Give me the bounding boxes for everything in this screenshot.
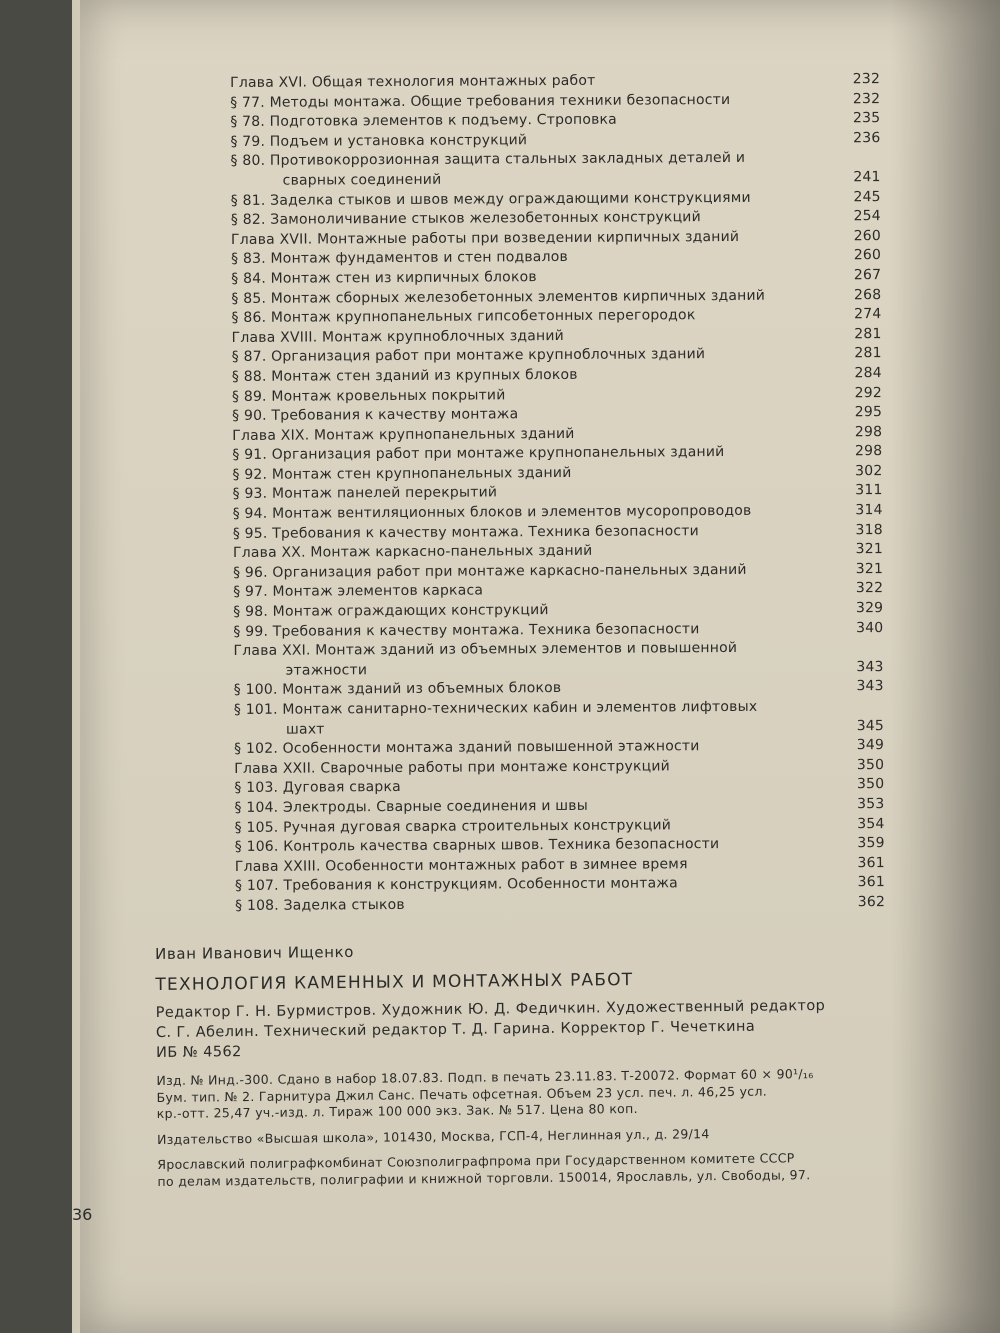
toc-entry-page: 361 (857, 874, 885, 891)
author-name: Иван Иванович Ищенко (155, 942, 355, 963)
page-shadow (890, 0, 1000, 1333)
toc-entry-title: Глава XXII. Сварочные работы при монтаже конструкций (234, 758, 670, 777)
toc-entry-title: Глава XX. Монтаж каркасно-панельных зданий (232, 543, 593, 562)
toc-entry-page: 345 (856, 717, 885, 734)
toc-entry-page: 318 (855, 521, 883, 538)
imprint-block (155, 937, 878, 1190)
toc-entry-title: § 104. Электроды. Сварные соединения и швы (234, 797, 589, 816)
toc-entry-page: 254 (853, 208, 881, 225)
toc-entry-title: § 99. Требования к качеству монтажа. Техника безопасности (233, 620, 700, 640)
toc-entry-title: § 82. Замоноличивание стыков железобетонных конструкций (230, 209, 701, 229)
toc-entry-title: § 108. Заделка стыков (235, 896, 405, 914)
toc-entry-page: 241 (853, 168, 881, 186)
toc-entry-page: 260 (853, 247, 882, 264)
toc-entry-title: Глава XXIII. Особенности монтажных работ в зимнее время (234, 855, 688, 875)
print-line: кр.-отт. 25,47 уч.-изд. л. Тираж 100 000 экз. Зак. № 517. Цена 80 коп. (156, 1100, 638, 1121)
toc-entry-page: 321 (855, 560, 884, 578)
toc-entry-page: 329 (855, 600, 884, 617)
toc-entry-title: § 83. Монтаж фундаментов и стен подвалов (231, 249, 568, 268)
book-title: ТЕХНОЛОГИЯ КАМЕННЫХ И МОНТАЖНЫХ РАБОТ (155, 969, 634, 995)
toc-entry-page: 321 (855, 541, 883, 558)
credits-line: Редактор Г. Н. Бурмистров. Художник Ю. Д. Федичкин. Художественный редактор (155, 997, 826, 1021)
toc-entry-title: § 96. Организация работ при монтаже каркасно-панельных зданий (232, 561, 747, 581)
toc-entry-page: 298 (854, 423, 883, 440)
toc-entry-page: 260 (853, 227, 882, 244)
toc-entry-page: 343 (856, 658, 884, 675)
toc-entry-page: 292 (854, 384, 883, 401)
toc-entry-title: § 107. Требования к конструкциям. Особенности монтажа (234, 875, 678, 895)
toc-entry-page: 236 (853, 129, 881, 146)
toc-entry-title: § 81. Заделка стыков и швов между ограждающими конструкциями (230, 189, 751, 209)
toc-entry-title: § 89. Монтаж кровельных покрытий (231, 386, 506, 405)
toc-entry-page: 245 (853, 188, 881, 205)
toc-entry-title: § 79. Подъем и установка конструкций (230, 131, 528, 150)
toc-entry-page: 343 (856, 678, 884, 695)
toc-entry-page: 235 (852, 110, 881, 127)
table-of-contents (230, 70, 885, 916)
toc-entry-page: 267 (853, 266, 882, 284)
toc-entry-title-continuation: этажности (285, 661, 368, 679)
credits-line: С. Г. Абелин. Технический редактор Т. Д. Гарина. Корректор Г. Чечеткина (155, 1018, 756, 1041)
print-line: Изд. № Инд.-300. Сдано в набор 18.07.83. Подп. в печать 23.11.83. Т-20072. Формат 60 × 90¹/₁₆ (156, 1066, 814, 1088)
print-details (156, 1065, 876, 1122)
toc-entry-page: 314 (855, 502, 883, 519)
toc-entry-title: § 98. Монтаж ограждающих конструкций (233, 602, 549, 621)
toc-entry-page: 311 (855, 482, 883, 499)
toc-entry-title: § 105. Ручная дуговая сварка строительных конструкций (234, 816, 672, 836)
toc-entry-title: § 91. Организация работ при монтаже крупнопанельных зданий (232, 444, 725, 464)
toc-entry-page: 232 (852, 71, 881, 88)
toc-entry-title: § 102. Особенности монтажа зданий повышенной этажности (234, 738, 700, 758)
toc-entry-title: § 97. Монтаж элементов каркаса (233, 582, 484, 601)
toc-entry-title: § 88. Монтаж стен зданий из крупных блоков (231, 366, 578, 385)
printer-line: по делам издательств, полиграфии и книжной торговли. 150014, Ярославль, ул. Свободы, 97. (157, 1166, 811, 1189)
toc-entry-title: § 77. Методы монтажа. Общие требования техники безопасности (230, 91, 731, 111)
toc-entry-title: Глава XVIII. Монтаж крупноблочных зданий (231, 327, 564, 346)
toc-entry-page: 322 (855, 580, 884, 597)
toc-entry-title: § 92. Монтаж стен крупнопанельных зданий (232, 464, 572, 483)
toc-entry-page: 274 (854, 306, 882, 323)
toc-entry-title: § 84. Монтаж стен из кирпичных блоков (231, 269, 537, 287)
toc-entry-page: 340 (856, 619, 884, 636)
toc-entry-title: Глава XIX. Монтаж крупнопанельных зданий (232, 425, 575, 444)
toc-entry-title: § 78. Подготовка элементов к подъему. Строповка (230, 111, 617, 131)
toc-entry-title: § 80. Противокоррозионная защита стальных закладных деталей и (230, 150, 746, 170)
toc-entry-title: § 94. Монтаж вентиляционных блоков и элементов мусоропроводов (232, 502, 752, 523)
corner-page-number: 36 (72, 1205, 93, 1224)
toc-entry-title: Глава XVII. Монтажные работы при возведении кирпичных зданий (230, 228, 740, 248)
toc-entry-page: 295 (854, 404, 883, 421)
toc-entry-page: 302 (855, 462, 883, 480)
toc-entry-title: § 86. Монтаж крупнопанельных гипсобетонных перегородок (231, 307, 696, 327)
toc-entry-page: 298 (854, 443, 883, 460)
toc-entry-page: 361 (857, 854, 885, 871)
toc-entry-page: 284 (854, 364, 882, 382)
toc-entry-page: 353 (857, 795, 885, 813)
ib-number: ИБ № 4562 (156, 1044, 242, 1061)
toc-entry-page: 350 (856, 776, 885, 793)
toc-entry-title: § 101. Монтаж санитарно-технических кабин и элементов лифтовых (233, 698, 758, 718)
print-line: Бум. тип. № 2. Гарнитура Джил Санс. Печать офсетная. Объем 23 усл. печ. л. 46,25 усл. (156, 1083, 768, 1105)
toc-entry-page: 350 (856, 756, 885, 773)
toc-entry-title: Глава XVI. Общая технология монтажных работ (230, 72, 596, 91)
toc-entry-title: § 103. Дуговая сварка (234, 779, 401, 797)
toc-entry-title-continuation: сварных соединений (282, 171, 442, 189)
toc-entry-title: § 100. Монтаж зданий из объемных блоков (233, 680, 562, 699)
toc-entry-title: § 90. Требования к качеству монтажа (232, 406, 519, 425)
toc-entry-page: 281 (854, 345, 882, 362)
toc-entry-page: 354 (857, 815, 885, 832)
toc-entry-page: 281 (854, 325, 882, 342)
toc-entry-title: § 85. Монтаж сборных железобетонных элементов кирпичных зданий (231, 287, 766, 307)
toc-entry-title: § 106. Контроль качества сварных швов. Техника безопасности (234, 836, 720, 856)
toc-entry-page: 232 (852, 90, 881, 107)
toc-entry-page: 362 (857, 893, 886, 911)
toc-entry-title: Глава XXI. Монтаж зданий из объемных элементов и повышенной (233, 640, 738, 660)
toc-entry-page: 268 (853, 286, 882, 303)
publisher-info: Издательство «Высшая школа», 101430, Москва, ГСП-4, Неглинная ул., д. 29/14 (156, 1125, 710, 1147)
toc-entry-title: § 95. Требования к качеству монтажа. Техника безопасности (232, 522, 699, 542)
credits (156, 995, 877, 1063)
toc-entry-title-continuation: шахт (285, 721, 325, 738)
toc-entry-title: § 93. Монтаж панелей перекрытий (232, 484, 498, 503)
toc-entry (235, 893, 885, 917)
toc-entry-page: 349 (856, 737, 885, 754)
toc-entry-page: 359 (857, 835, 885, 852)
printer-line: Ярославский полиграфкомбинат Союзполиграфпрома при Государственном комитете СССР (157, 1150, 795, 1172)
toc-entry-title: § 87. Организация работ при монтаже крупноблочных зданий (231, 346, 706, 366)
